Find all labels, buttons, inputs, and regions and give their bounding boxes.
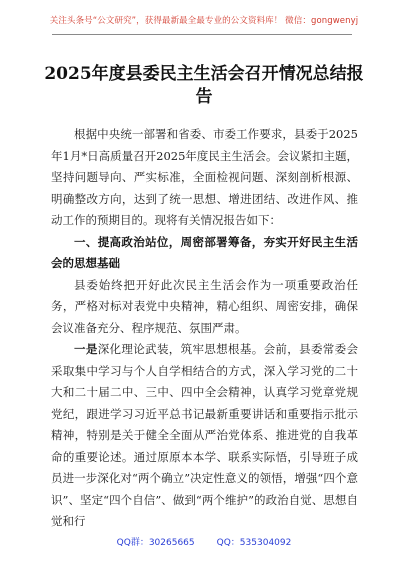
paragraph-text: 深化理论武装，筑牢思想根基。会前，县委常委会采取集中学习与个人自学相结合的方式，深入学习党的二十大和二十届二中、三中、四中全会精神，认真学习党章党规党纪，跟进学习习近平总书记最新重要讲话和重要指示批示精神，特别是关于健全全面从严治党体系、推进党的自我革命的重要论述。通过原原本本学、联系实际悟，引导班子成员进一步深化对“两个确立”决定性意义的领悟，增强“四个意识”、坚定“四个自信”、做到“两个维护”的政治自觉、思想自觉和行	[51, 342, 359, 528]
header-promo-note: 关注头条号“公文研究”，获得最新最全最专业的公文资料库！ 微信：gongwenyj	[49, 16, 359, 26]
document-title: 2025年度县委民主生活会召开情况总结报告	[44, 64, 364, 107]
section1-paragraph-2	[51, 339, 358, 533]
footer-contact	[0, 535, 408, 548]
intro-paragraph: 根据中央统一部署和省委、市委工作要求，县委于2025年1月*日高质量召开2025年度民主生活会。会议紧扣主题，坚持问题导向、严实标准，全面检视问题、深刻剖析根源、明确整改方向，达到了统一思想、增进团结、改进作风、推动工作的预期目的。现将有关情况报告如下：	[51, 127, 358, 227]
section1-paragraph-1: 县委始终把开好此次民主生活会作为一项重要政治任务，严格对标对表党中央精神，精心组织、周密安排，确保会议准备充分、程序规范、氛围严肃。	[51, 277, 358, 335]
footer-qq: QQ：535304092	[216, 538, 292, 548]
footer-qq-group: QQ群：30265665	[116, 538, 195, 548]
document-body	[51, 124, 358, 533]
section-heading-1: 一、提高政治站位，周密部署筹备，夯实开好民主生活会的思想基础	[51, 234, 358, 270]
paragraph-lead-marker: 一是	[74, 342, 98, 356]
header-divider	[52, 34, 352, 35]
